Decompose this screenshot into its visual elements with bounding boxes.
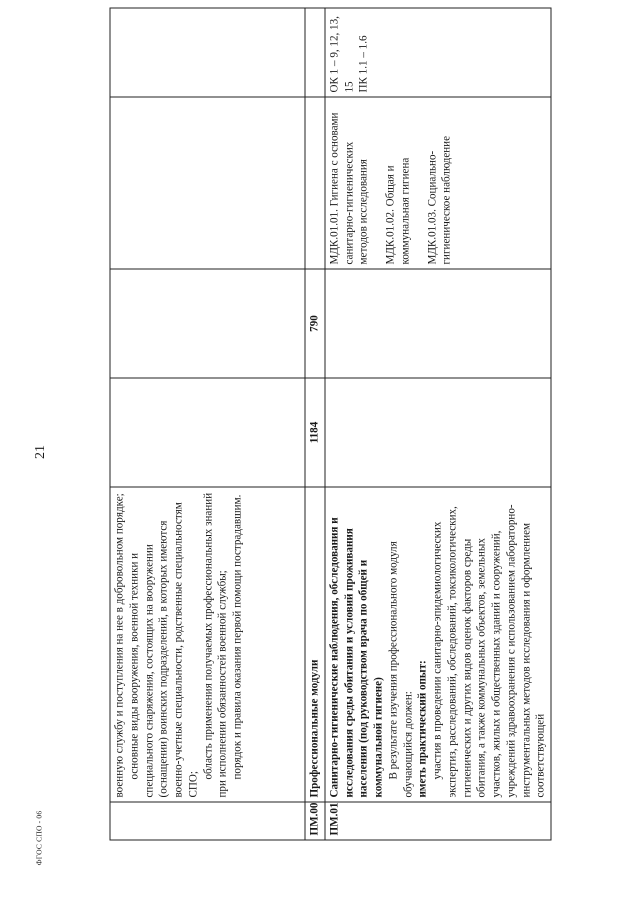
cell-mdk: [325, 97, 551, 269]
cell-max-hours: 1184: [305, 378, 325, 487]
table-row: [325, 8, 551, 840]
cell-mdk: [110, 97, 305, 269]
practice-text: участия в проведении санитарно-эпидемиологических экспертиз, расследований, обследований, токсикологических, гигиенических и других видов оценок факторов среды обитания, а также коммунальных объектов, земельных участков, жилых и общественных зданий и сооружений, учреждений здравоохранения с использованием лабораторно-инструментальных методов исследования и оформлением соответствующей: [431, 504, 547, 798]
description-line: основные виды вооружения, военной техники и специального снаряжения, состоящих на вооружении (оснащении) воинских подразделений, в которых имеются военно-учетные специальности, родственные специальностям СПО;: [128, 502, 200, 798]
table-row: [110, 8, 305, 840]
competency-ok: ОК 1 – 9, 12, 13, 15: [328, 16, 355, 93]
description-line: порядок и правила оказания первой помощи пострадавшим.: [231, 494, 244, 780]
cell-description: [325, 487, 551, 802]
cell-max-hours: [325, 378, 551, 487]
mdk-item: МДК.01.02. Общая и коммунальная гигиена: [384, 157, 412, 265]
cell-required-hours: 790: [305, 269, 325, 378]
footer-code: ФГОС СПО - 06: [34, 810, 44, 866]
cell-mdk: [305, 97, 325, 269]
module-title: Санитарно-гигиенические наблюдения, обследования и исследования среды обитания и условий проживания населения (под руководством врача по общей и коммунальной гигиене): [328, 517, 385, 798]
mdk-item: МДК.01.03. Социально-гигиеническое наблюдение: [426, 135, 453, 265]
cell-required-hours: [110, 269, 305, 378]
curriculum-table-rotated: [110, 16, 547, 841]
page-number: 21: [33, 445, 48, 459]
cell-max-hours: [110, 378, 305, 487]
cell-code: [110, 802, 305, 840]
cell-title: Профессиональные модули: [305, 487, 325, 802]
description-line: область применения получаемых профессиональных знаний при исполнении обязанностей военной службы;: [202, 492, 229, 798]
mdk-item: МДК.01.01. Гигиена с основами санитарно-гигиенических методов исследования: [328, 112, 370, 265]
cell-competencies: [325, 8, 551, 97]
competency-pk: ПК 1.1 – 1.6: [357, 35, 370, 93]
cell-code: ПМ.00: [305, 802, 325, 840]
description-line: военную службу и поступления на нее в добровольном порядке;: [113, 493, 126, 798]
practice-heading: иметь практический опыт:: [416, 660, 429, 798]
cell-description: [110, 487, 305, 802]
cell-required-hours: [325, 269, 551, 378]
cell-competencies: [305, 8, 325, 97]
cell-competencies: [110, 8, 305, 97]
curriculum-table: [110, 8, 552, 841]
cell-code: ПМ.01: [325, 802, 551, 840]
table-row: [305, 8, 325, 840]
module-intro: В результате изучения профессионального модуля обучающийся должен:: [387, 541, 414, 798]
